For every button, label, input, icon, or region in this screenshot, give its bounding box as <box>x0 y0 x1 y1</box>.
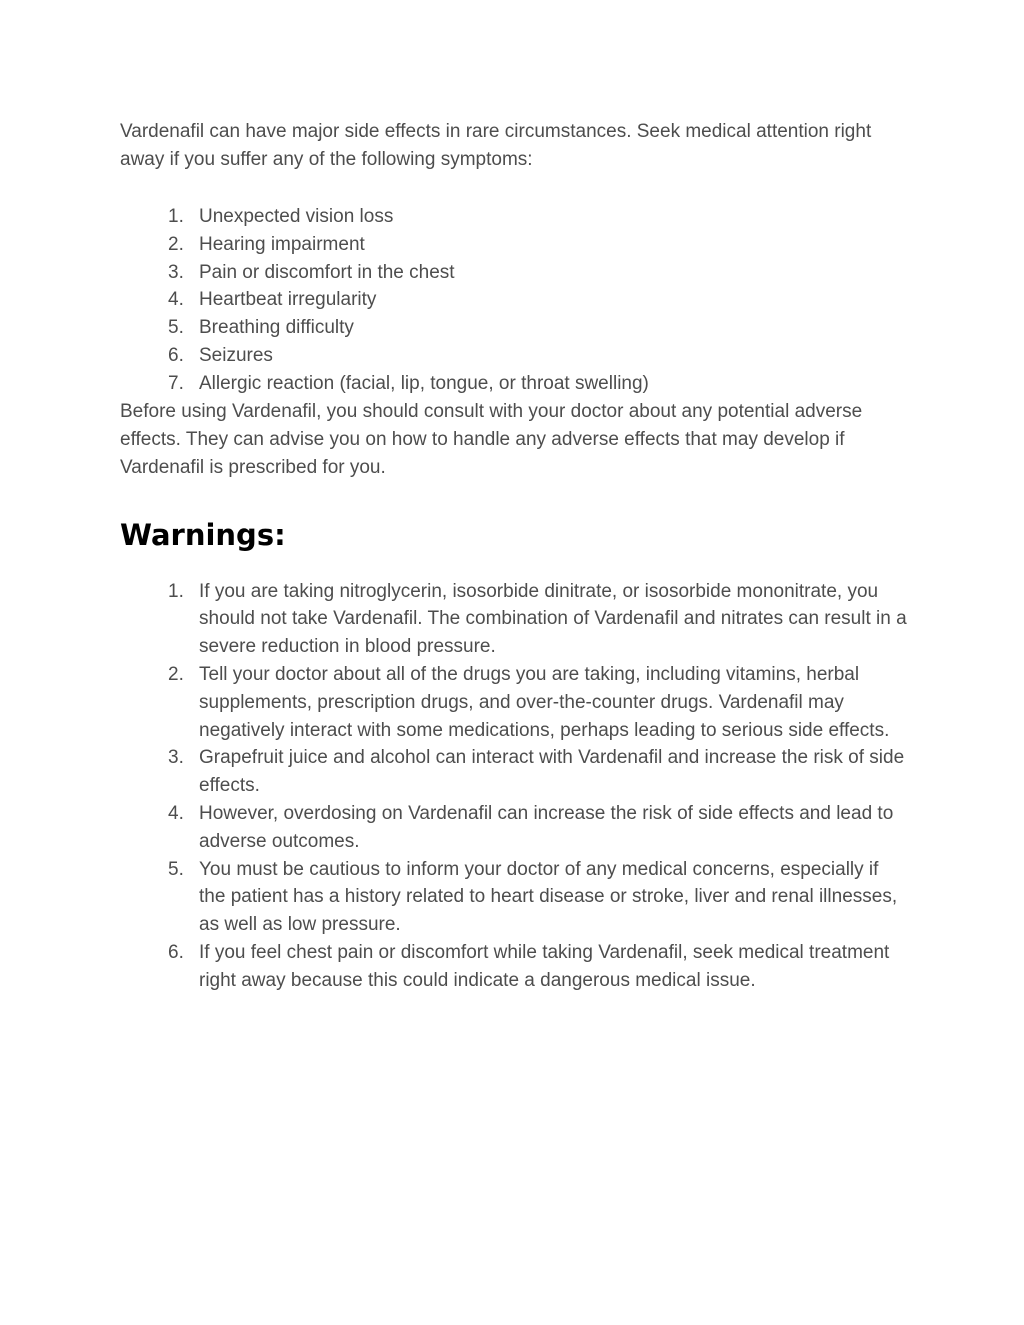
list-number: 4. <box>168 289 184 311</box>
list-item-text: You must be cautious to inform your doctor of any medical concerns, especially if the patient has a history related to heart disease or stroke, liver and renal illnesses, as well as low pressure. <box>199 858 898 936</box>
list-item <box>120 342 910 370</box>
list-item-text: Allergic reaction (facial, lip, tongue, or throat swelling) <box>199 372 649 394</box>
warnings-heading: Warnings: <box>120 517 286 552</box>
list-item-text: Pain or discomfort in the chest <box>199 261 455 283</box>
list-item <box>120 661 910 744</box>
list-item-text: Unexpected vision loss <box>199 206 394 227</box>
list-item <box>120 578 910 661</box>
list-number: 1. <box>168 206 184 227</box>
list-number: 1. <box>168 580 184 602</box>
list-number: 2. <box>168 233 184 255</box>
list-number: 6. <box>168 941 184 963</box>
list-number: 5. <box>168 317 184 339</box>
list-item-text: Tell your doctor about all of the drugs you are taking, including vitamins, herbal supplements, prescription drugs, and over-the-counter drugs. Vardenafil may negatively interact with some medications, perhaps leading to serious side effects. <box>199 663 890 741</box>
list-item <box>120 203 910 231</box>
list-number: 6. <box>168 344 184 366</box>
list-number: 2. <box>168 663 184 685</box>
list-item <box>120 744 910 800</box>
list-item-text: Hearing impairment <box>199 233 365 255</box>
symptoms-list <box>120 203 910 398</box>
list-number: 7. <box>168 372 184 394</box>
list-item-text: Grapefruit juice and alcohol can interact with Vardenafil and increase the risk of side effects. <box>199 747 905 797</box>
list-number: 5. <box>168 858 184 880</box>
list-item-text: If you are taking nitroglycerin, isosorbide dinitrate, or isosorbide mononitrate, you should not take Vardenafil. The combination of Vardenafil and nitrates can result in a severe reduction in blood pressure. <box>199 580 907 658</box>
document-page <box>120 118 910 995</box>
list-item-text: However, overdosing on Vardenafil can increase the risk of side effects and lead to adverse outcomes. <box>199 802 894 852</box>
consult-paragraph: Before using Vardenafil, you should consult with your doctor about any potential adverse effects. They can advise you on how to handle any adverse effects that may develop if Vardenafil is prescribed for you. <box>120 400 863 478</box>
list-item <box>120 856 910 939</box>
intro-paragraph: Vardenafil can have major side effects in rare circumstances. Seek medical attention right away if you suffer any of the following symptoms: <box>120 121 872 170</box>
list-number: 3. <box>168 261 184 283</box>
list-item <box>120 231 910 259</box>
list-item-text: Heartbeat irregularity <box>199 289 377 311</box>
list-item <box>120 286 910 314</box>
list-item-text: If you feel chest pain or discomfort while taking Vardenafil, seek medical treatment right away because this could indicate a dangerous medical issue. <box>199 941 890 991</box>
list-item <box>120 939 910 995</box>
list-item <box>120 370 910 398</box>
list-item-text: Seizures <box>199 344 273 366</box>
list-item <box>120 259 910 287</box>
list-item-text: Breathing difficulty <box>199 317 354 339</box>
list-item <box>120 800 910 856</box>
list-item <box>120 314 910 342</box>
warnings-list <box>120 578 910 995</box>
list-number: 3. <box>168 747 184 769</box>
list-number: 4. <box>168 802 184 824</box>
